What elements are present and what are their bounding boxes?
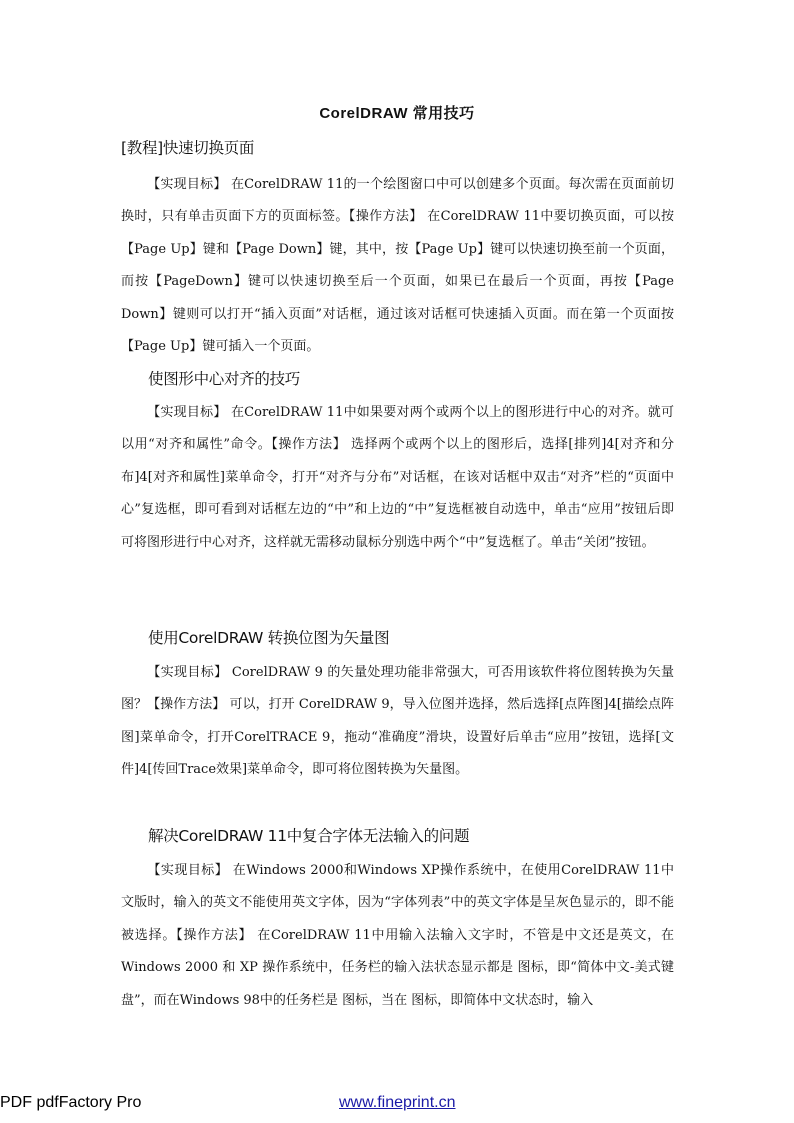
section-heading-composite-font: 解决CorelDRAW 11中复合字体无法输入的问题 — [148, 827, 470, 845]
section-text: 【实现目标】 在Windows 2000和Windows XP操作系统中，在使用CorelDRAW 11中文版时，输入的英文不能使用英文字体，因为“字体列表”中的英文字体是呈灰色显示的，即不能被选择。【操作方法】 在CorelDRAW 11中用输入法输入文字时，不管是中文还是英文，在 Windows 2000 和 XP 操作系统中，任务栏的输入法状态显示都是 图标，即“简体中文-美式键盘”，而在Windows 98中的任务栏是 图标，当在 图标，即简体中文状态时，输入 — [121, 863, 674, 1008]
section-heading-page-switch: [教程]快速切换页面 — [121, 139, 255, 157]
fineprint-link[interactable]: www.fineprint.cn — [339, 1094, 456, 1111]
section-text: 【实现目标】 CorelDRAW 9 的矢量处理功能非常强大，可否用该软件将位图转换为矢量图？【操作方法】 可以，打开 CorelDRAW 9，导入位图并选择，然后选择[点阵图]4[描绘点阵图]菜单命令，打开CorelTRACE 9，拖动“准确度”滑块，设置好后单击“应用”按钮，选择[文件]4[传回Trace效果]菜单命令，即可将位图转换为矢量图。 — [121, 665, 674, 778]
section-heading-center-align: 使图形中心对齐的技巧 — [148, 370, 301, 388]
section-body-bitmap-to-vector — [121, 657, 674, 787]
section-text: 【实现目标】 在CorelDRAW 11中如果要对两个或两个以上的图形进行中心的对齐。就可以用“对齐和属性”命令。【操作方法】 选择两个或两个以上的图形后，选择[排列]4[对齐和分布]4[对齐和属性]菜单命令，打开“对齐与分布”对话框，在该对话框中双击“对齐”栏的“页面中心”复选框，即可看到对话框左边的“中”和上边的“中”复选框被自动选中，单击“应用”按钮后即可将图形进行中心对齐，这样就无需移动鼠标分别选中两个“中”复选框了。单击“关闭”按钮。 — [121, 405, 674, 550]
section-body-center-align — [121, 397, 674, 559]
section-body-composite-font — [121, 855, 674, 1017]
pdf-factory-footer: PDF pdfFactory Pro — [0, 1094, 142, 1111]
section-text: 【实现目标】 在CorelDRAW 11的一个绘图窗口中可以创建多个页面。每次需在页面前切换时，只有单击页面下方的页面标签。【操作方法】 在CorelDRAW 11中要切换页面，可以按【Page Up】键和【Page Down】键，其中，按【Page Up】键可以快速切换至前一个页面，而按【PageDown】键可以快速切换至后一个页面，如果已在最后一个页面，再按【Page Down】键则可以打开“插入页面”对话框，通过该对话框可快速插入页面。而在第一个页面按【Page Up】键可插入一个页面。 — [121, 177, 674, 355]
document-title: CorelDRAW 常用技巧 — [319, 105, 475, 122]
section-body-page-switch — [121, 169, 674, 363]
section-heading-bitmap-to-vector: 使用CorelDRAW 转换位图为矢量图 — [148, 629, 390, 647]
